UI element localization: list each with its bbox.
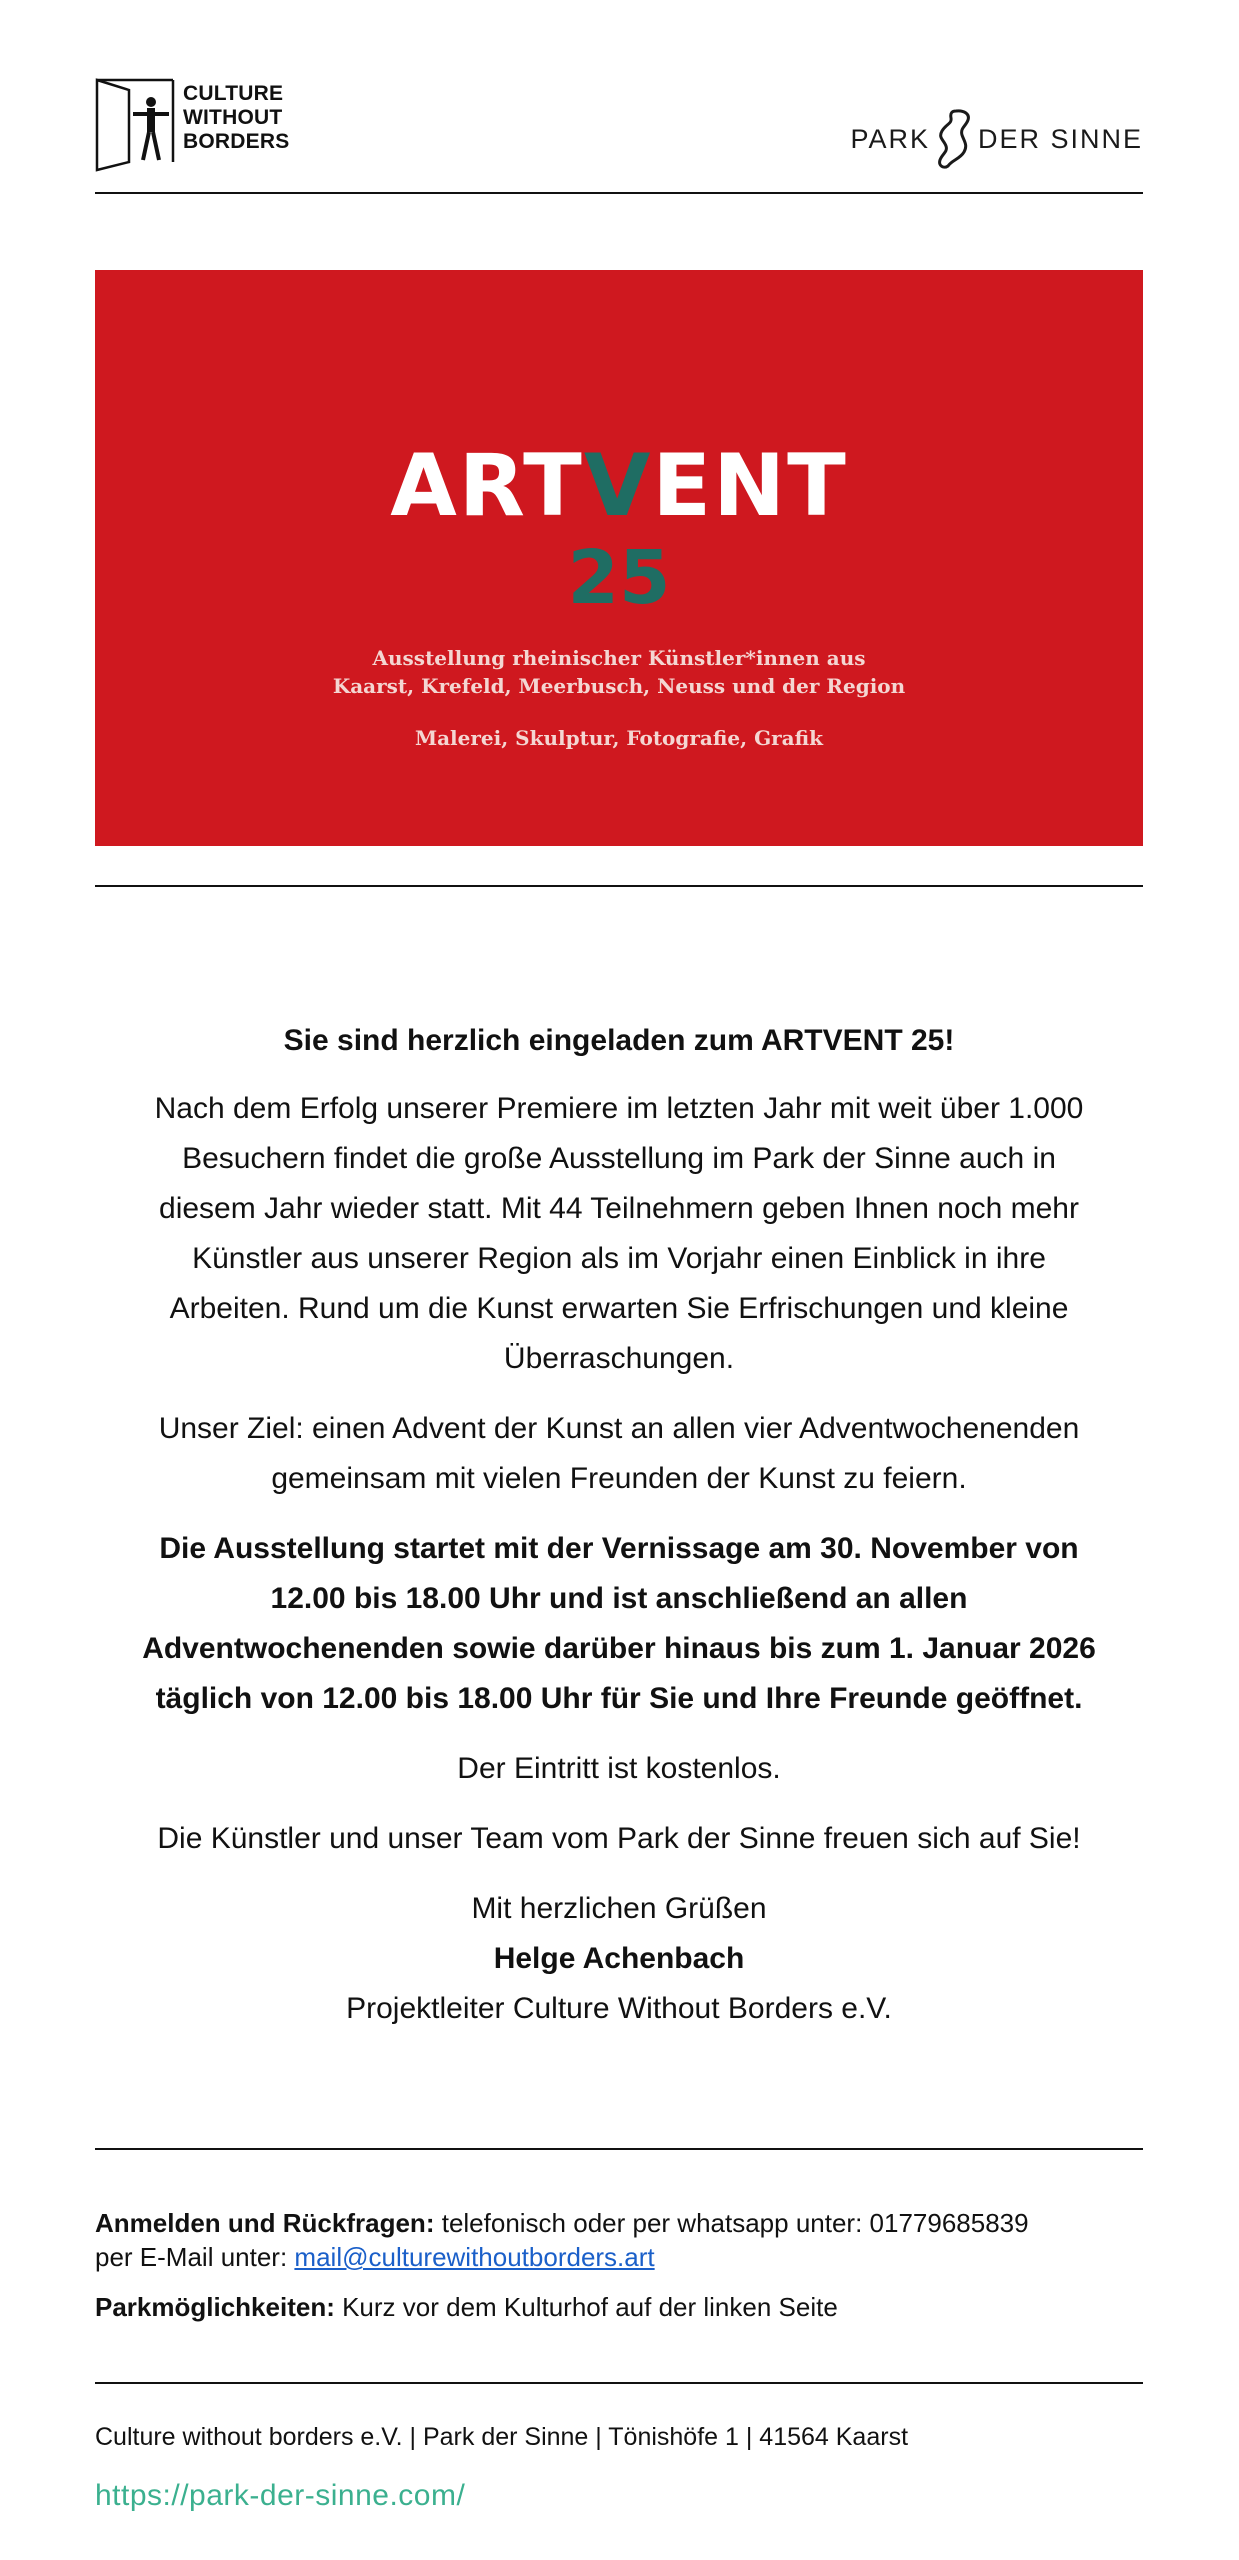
banner-genres: Malerei, Skulptur, Fotografie, Grafik: [414, 726, 824, 750]
signature-block: [95, 1884, 1143, 2034]
banner-subtitle: [95, 644, 1143, 700]
banner-title-v: V: [583, 436, 653, 536]
text-line: diesem Jahr wieder statt. Mit 44 Teilnehmern geben Ihnen noch mehr: [159, 1192, 1079, 1225]
signer-name: Helge Achenbach: [493, 1942, 745, 1975]
closing-note: Die Künstler und unser Team vom Park der Sinne freuen sich auf Sie!: [157, 1822, 1081, 1855]
contact-info: [95, 2206, 1143, 2340]
text-line: Künstler aus unserer Region als im Vorjahr einen Einblick in ihre: [192, 1242, 1046, 1275]
divider: [95, 2382, 1143, 2384]
text-line: 12.00 bis 18.00 Uhr und ist anschließend an allen: [270, 1582, 968, 1615]
region-map-icon: [934, 108, 974, 170]
header: [95, 0, 1143, 194]
banner-subtitle-line-1: Ausstellung rheinischer Künstler*innen aus: [372, 646, 866, 670]
entry-note: Der Eintritt ist kostenlos.: [457, 1752, 781, 1785]
banner-subtitle-line-2: Kaarst, Krefeld, Meerbusch, Neuss und der Region: [332, 674, 906, 698]
parking-text: Kurz vor dem Kulturhof auf der linken Seite: [342, 2292, 838, 2322]
text-line: Arbeiten. Rund um die Kunst erwarten Sie Erfrischungen und kleine: [169, 1292, 1069, 1325]
text-line: Besuchern findet die große Ausstellung im Park der Sinne auch in: [182, 1142, 1056, 1175]
text-line: Nach dem Erfolg unserer Premiere im letzten Jahr mit weit über 1.000: [154, 1092, 1084, 1125]
banner-title: [95, 438, 1143, 534]
logo-line-2: WITHOUT: [183, 106, 283, 129]
event-banner: [95, 270, 1143, 846]
text-line: Unser Ziel: einen Advent der Kunst an allen vier Adventwochenenden: [158, 1412, 1080, 1445]
parking-label: Parkmöglichkeiten:: [95, 2292, 335, 2322]
paragraph-dates: [95, 1524, 1143, 1724]
paragraph-goal: [95, 1404, 1143, 1504]
text-line: gemeinsam mit vielen Freunden der Kunst zu feiern.: [271, 1462, 967, 1495]
text-line: Überraschungen.: [503, 1342, 735, 1375]
paragraph-intro: [95, 1084, 1143, 1384]
divider: [95, 2148, 1143, 2150]
banner-title-art: ART: [390, 436, 584, 536]
text-line: Die Ausstellung startet mit der Vernissage am 30. November von: [159, 1532, 1079, 1565]
contact-label: Anmelden und Rückfragen:: [95, 2208, 435, 2238]
banner-title-ent: ENT: [652, 436, 848, 536]
park-der-sinne-logo: [850, 108, 1143, 170]
invitation-text: [95, 1016, 1143, 2034]
website-link[interactable]: https://park-der-sinne.com/: [95, 2479, 466, 2512]
contact-text: telefonisch oder per whatsapp unter: 01779685839: [441, 2208, 1029, 2238]
logo-text-park: PARK: [850, 123, 930, 154]
divider: [95, 885, 1143, 887]
footer-address: Culture without borders e.V. | Park der Sinne | Tönishöfe 1 | 41564 Kaarst: [95, 2423, 909, 2451]
doorway-figure-icon: [95, 76, 177, 172]
logo-text-der-sinne: DER SINNE: [977, 123, 1143, 154]
contact-line: [95, 2206, 1143, 2274]
greeting: Mit herzlichen Grüßen: [471, 1892, 767, 1925]
banner-year: 25: [567, 535, 671, 621]
email-prefix: per E-Mail unter:: [95, 2242, 288, 2272]
culture-without-borders-logo: [95, 76, 289, 172]
logo-line-1: CULTURE: [183, 82, 284, 105]
signer-title: Projektleiter Culture Without Borders e.V.: [346, 1992, 892, 2025]
email-link[interactable]: mail@culturewithoutborders.art: [294, 2242, 655, 2272]
invitation-heading: Sie sind herzlich eingeladen zum ARTVENT 25!: [283, 1024, 955, 1057]
text-line: Adventwochenenden sowie darüber hinaus bis zum 1. Januar 2026: [142, 1632, 1096, 1665]
text-line: täglich von 12.00 bis 18.00 Uhr für Sie und Ihre Freunde geöffnet.: [155, 1682, 1083, 1715]
logo-line-3: BORDERS: [183, 130, 290, 153]
parking-line: [95, 2290, 1143, 2324]
